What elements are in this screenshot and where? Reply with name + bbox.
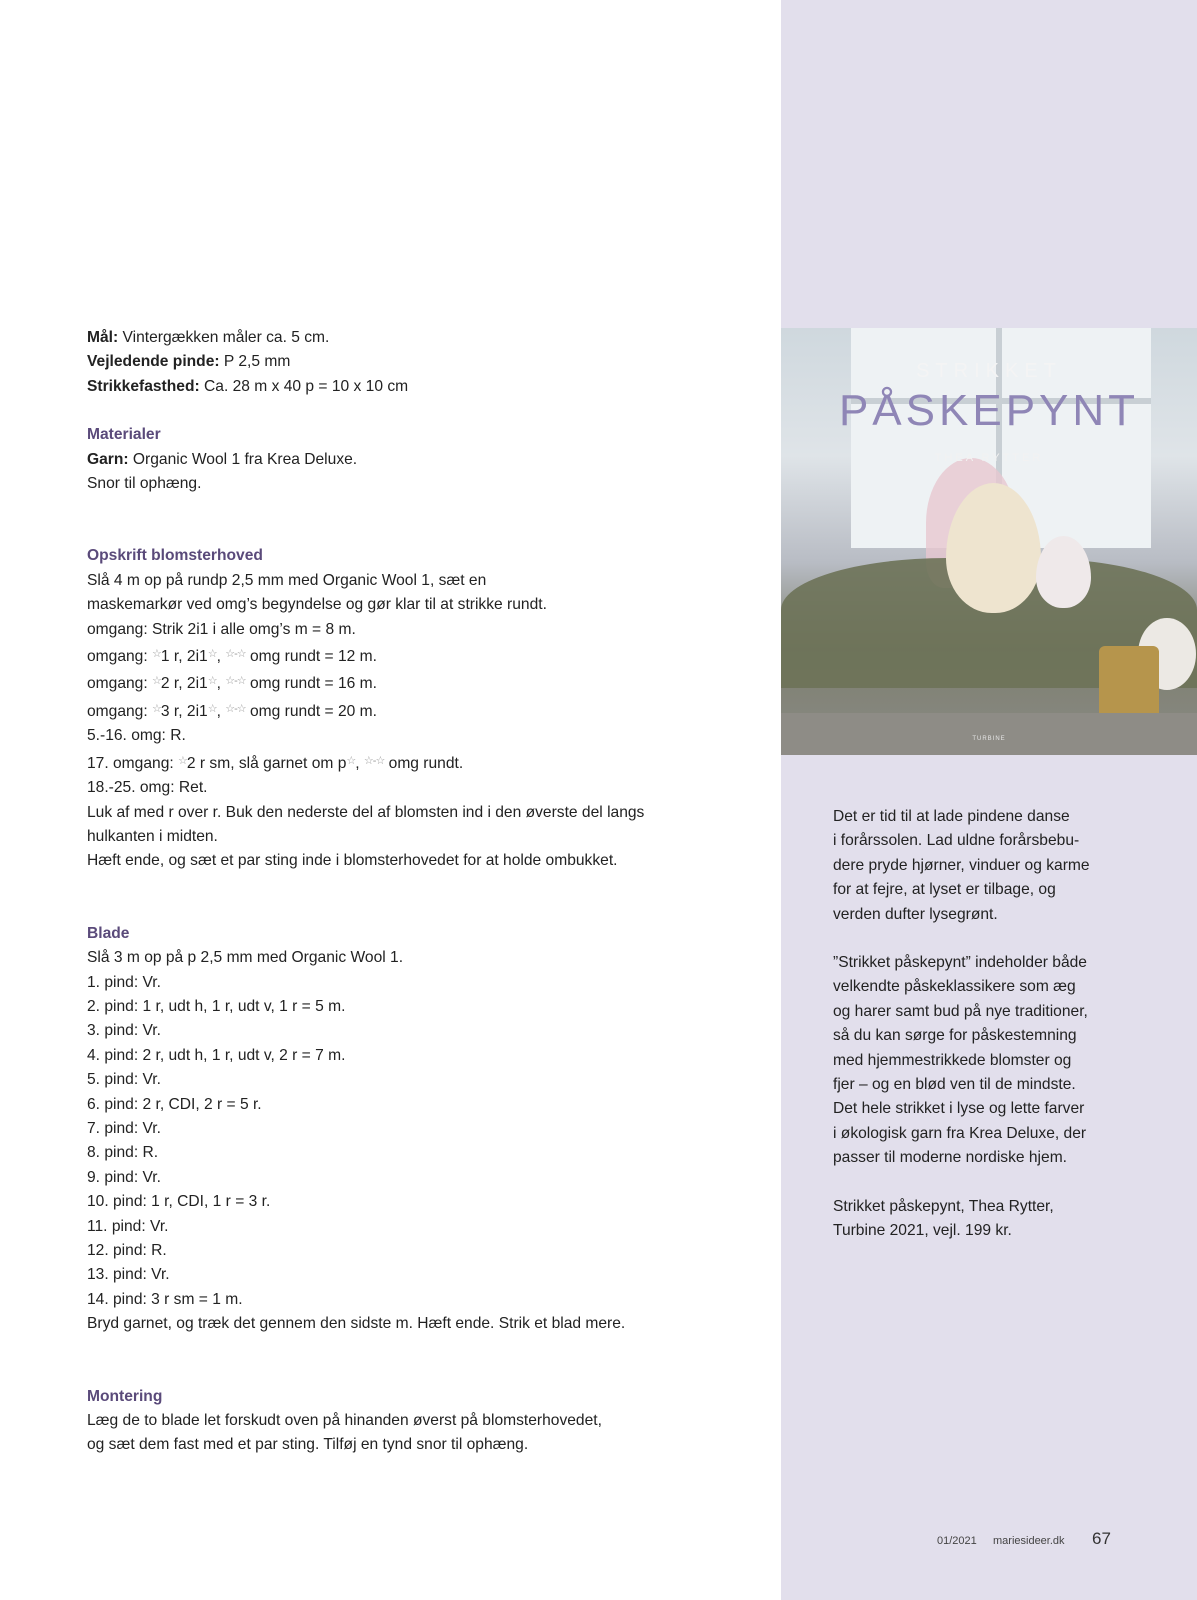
gauge-line: Strikkefasthed: Ca. 28 m x 40 p = 10 x 10 cm xyxy=(87,377,409,395)
flower-head-heading: Opskrift blomsterhoved xyxy=(87,547,263,565)
issue-number: 01/2021 xyxy=(937,1535,977,1547)
leaf-line: 10. pind: 1 r, CDI, 1 r = 3 r. xyxy=(87,1193,271,1211)
blurb-line: passer til moderne nordiske hjem. xyxy=(833,1149,1068,1167)
leaf-line: 1. pind: Vr. xyxy=(87,973,161,991)
cover-publisher: TURBINE xyxy=(972,736,1006,742)
leaf-line: 6. pind: 2 r, CDI, 2 r = 5 r. xyxy=(87,1095,262,1113)
flower-line: Hæft ende, og sæt et par sting inde i blomsterhovedet for at holde ombukket. xyxy=(87,852,618,870)
leaf-line: 8. pind: R. xyxy=(87,1144,159,1162)
blurb-line: i forårssolen. Lad uldne forårsbebu- xyxy=(833,832,1080,850)
leaves-heading: Blade xyxy=(87,924,130,942)
flower-line: 18.-25. omg: Ret. xyxy=(87,779,208,797)
star-icon: ☆ xyxy=(152,675,161,688)
blurb-line: Strikket påskepynt, Thea Rytter, xyxy=(833,1197,1054,1215)
leaf-line: 5. pind: Vr. xyxy=(87,1071,161,1089)
flower-line: 5.-16. omg: R. xyxy=(87,727,186,745)
blurb-line: i økologisk garn fra Krea Deluxe, der xyxy=(833,1124,1087,1142)
book-blurb xyxy=(833,805,1123,1244)
cover-title-main: PÅSKEPYNT xyxy=(838,386,1140,435)
blurb-line: verden dufter lysegrønt. xyxy=(833,905,998,923)
website: mariesideer.dk xyxy=(993,1535,1065,1547)
table xyxy=(781,713,1197,755)
pattern-text xyxy=(87,326,737,1458)
blurb-line: fjer – og en blød ven til de mindste. xyxy=(833,1076,1076,1094)
leaf-line: 2. pind: 1 r, udt h, 1 r, udt v, 1 r = 5 m. xyxy=(87,997,346,1015)
flower-line: 17. omgang: ☆2 r sm, slå garnet om p☆, ☆-☆ omg rundt. xyxy=(87,754,464,772)
blurb-line: ”Strikket påskepynt” indeholder både xyxy=(833,954,1087,972)
cover-title-top: STRIKKET xyxy=(916,360,1062,382)
leaf-line: 14. pind: 3 r sm = 1 m. xyxy=(87,1290,243,1308)
flower-line: omgang: Strik 2i1 i alle omg’s m = 8 m. xyxy=(87,620,356,638)
flower-line: Luk af med r over r. Buk den nederste del af blomsten ind i den øverste del langs xyxy=(87,803,645,821)
blurb-line: for at fejre, at lyset er tilbage, og xyxy=(833,881,1056,899)
leaf-line: Slå 3 m op på p 2,5 mm med Organic Wool 1. xyxy=(87,949,404,967)
star-icon: ☆ xyxy=(207,648,217,661)
star-icon: ☆ xyxy=(346,754,356,767)
star-icon: ☆ xyxy=(152,702,161,715)
leaf-line: 7. pind: Vr. xyxy=(87,1119,161,1137)
star-icon: ☆ xyxy=(207,702,217,715)
flower-line: Slå 4 m op på rundp 2,5 mm med Organic Wool 1, sæt en xyxy=(87,571,487,589)
star-pair-icon: ☆-☆ xyxy=(225,675,246,688)
leaf-line: 11. pind: Vr. xyxy=(87,1217,169,1235)
flower-line: omgang: ☆1 r, 2i1☆, ☆-☆ omg rundt = 12 m. xyxy=(87,648,377,666)
book-cover-image xyxy=(781,328,1197,755)
yarn-spool xyxy=(1099,646,1159,721)
blurb-line: så du kan sørge for påskestemning xyxy=(833,1027,1077,1045)
materials-heading: Materialer xyxy=(87,426,161,444)
blurb-line: og harer samt bud på nye traditioner, xyxy=(833,1002,1088,1020)
star-pair-icon: ☆-☆ xyxy=(363,754,385,767)
star-icon: ☆ xyxy=(152,648,161,661)
size-line: Mål: Vintergækken måler ca. 5 cm. xyxy=(87,329,330,346)
blurb-line: velkendte påskeklassikere som æg xyxy=(833,978,1076,996)
leaf-line: 12. pind: R. xyxy=(87,1242,167,1259)
page-number: 67 xyxy=(1092,1529,1111,1548)
yarn-line: Garn: Organic Wool 1 fra Krea Deluxe. xyxy=(87,450,358,468)
leaf-line: 4. pind: 2 r, udt h, 1 r, udt v, 2 r = 7 m. xyxy=(87,1046,346,1064)
flower-line: omgang: ☆2 r, 2i1☆, ☆-☆ omg rundt = 16 m. xyxy=(87,675,377,693)
star-pair-icon: ☆-☆ xyxy=(225,702,246,715)
assembly-line: og sæt dem fast med et par sting. Tilføj en tynd snor til ophæng. xyxy=(87,1436,529,1454)
blurb-line: Turbine 2021, vejl. 199 kr. xyxy=(833,1222,1012,1240)
cover-author: THEA RYTTER xyxy=(934,452,1044,464)
star-pair-icon: ☆-☆ xyxy=(225,648,246,661)
flower-line: omgang: ☆3 r, 2i1☆, ☆-☆ omg rundt = 20 m. xyxy=(87,702,377,720)
star-icon: ☆ xyxy=(178,754,187,767)
assembly-line: Læg de to blade let forskudt oven på hinanden øverst på blomsterhovedet, xyxy=(87,1412,602,1430)
leaf-line: 3. pind: Vr. xyxy=(87,1022,161,1040)
leaf-line: 13. pind: Vr. xyxy=(87,1266,170,1284)
star-icon: ☆ xyxy=(207,675,217,688)
blurb-line: med hjemmestrikkede blomster og xyxy=(833,1051,1072,1069)
cord-line: Snor til ophæng. xyxy=(87,475,202,493)
flower-line: maskemarkør ved omg’s begyndelse og gør klar til at strikke rundt. xyxy=(87,596,547,614)
blurb-line: Det hele strikket i lyse og lette farver xyxy=(833,1100,1085,1118)
leaf-line: 9. pind: Vr. xyxy=(87,1168,161,1186)
sidebar-background xyxy=(781,0,1197,1600)
needles-line: Vejledende pinde: P 2,5 mm xyxy=(87,353,291,371)
blurb-line: Det er tid til at lade pindene danse xyxy=(833,808,1070,825)
flower-line: hulkanten i midten. xyxy=(87,827,218,845)
blurb-line: dere pryde hjørner, vinduer og karme xyxy=(833,856,1090,874)
assembly-heading: Montering xyxy=(87,1387,163,1405)
leaf-line: Bryd garnet, og træk det gennem den sidste m. Hæft ende. Strik et blad mere. xyxy=(87,1315,626,1333)
